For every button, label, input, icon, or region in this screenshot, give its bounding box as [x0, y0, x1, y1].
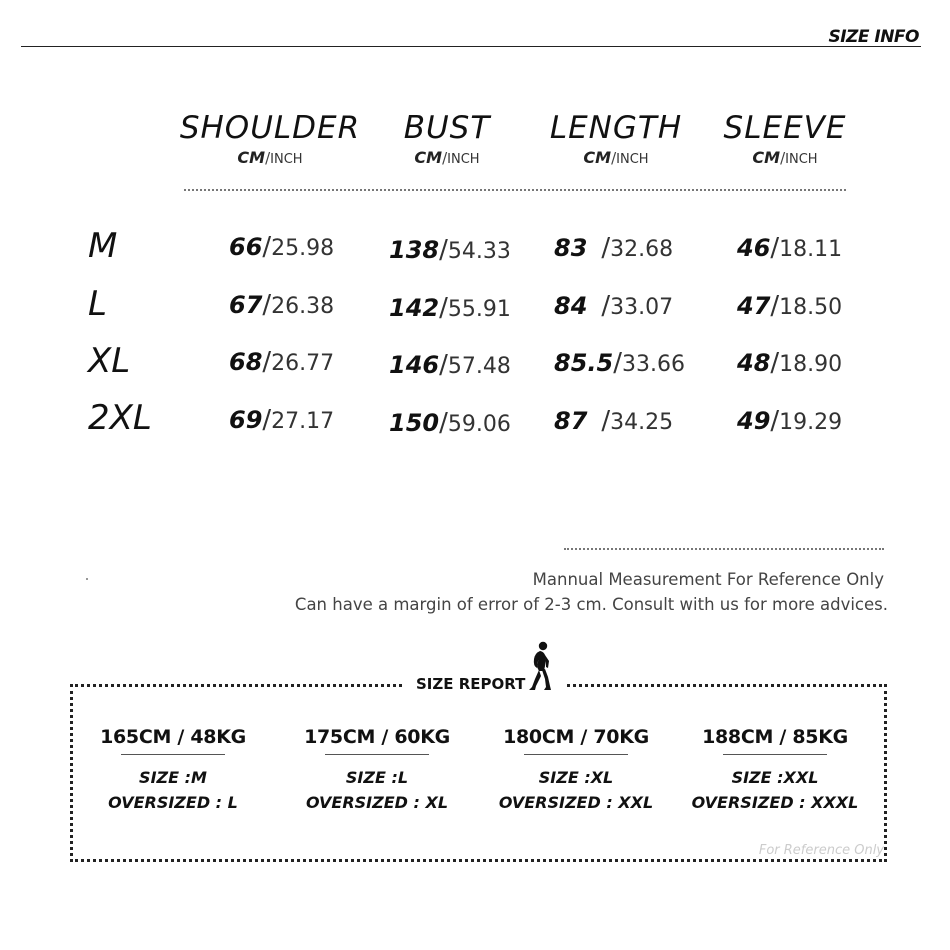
oversized-size: OVERSIZED : XL — [305, 793, 449, 812]
report-item-1 — [78, 726, 268, 815]
cell-length: 84 /33.07 — [554, 291, 674, 321]
margin-note: Can have a margin of error of 2-3 cm. Consult with us for more advices. — [294, 595, 888, 614]
oversized-size: OVERSIZED : L — [108, 793, 238, 812]
oversized-size: OVERSIZED : XXL — [498, 793, 654, 812]
report-divider — [325, 754, 429, 755]
column-header-bust — [352, 110, 542, 167]
cell-bust: 150/59.06 — [389, 408, 511, 438]
header-divider — [21, 46, 921, 47]
stray-dot — [86, 578, 88, 580]
recommended-size: SIZE :XXL — [731, 768, 819, 787]
column-unit: CM/INCH — [414, 148, 480, 167]
size-report-title: SIZE REPORT — [416, 675, 526, 693]
cell-shoulder: 66/25.98 — [229, 232, 335, 262]
cell-sleeve: 46/18.11 — [737, 233, 843, 263]
cell-bust: 142/55.91 — [389, 293, 511, 323]
height-weight: 188CM / 85KG — [702, 726, 848, 748]
report-item-2 — [282, 726, 472, 815]
report-item-3 — [481, 726, 671, 815]
measurement-note: Mannual Measurement For Reference Only — [532, 570, 884, 589]
cell-shoulder: 67/26.38 — [229, 290, 335, 320]
cell-bust: 146/57.48 — [389, 350, 511, 380]
cell-length: 87 /34.25 — [554, 406, 674, 436]
column-header-shoulder — [175, 110, 365, 167]
column-unit: CM/INCH — [583, 148, 649, 167]
column-header-length — [521, 110, 711, 167]
cell-length: 85.5/33.66 — [554, 348, 685, 378]
column-name: SHOULDER — [179, 110, 361, 146]
report-item-4 — [680, 726, 870, 815]
cell-shoulder: 69/27.17 — [229, 405, 335, 435]
size-label-2xl: 2XL — [88, 398, 152, 438]
column-name: BUST — [403, 110, 491, 146]
size-label-m: M — [88, 226, 118, 266]
recommended-size: SIZE :M — [139, 768, 207, 787]
recommended-size: SIZE :XL — [538, 768, 614, 787]
height-weight: 165CM / 48KG — [100, 726, 246, 748]
height-weight: 175CM / 60KG — [304, 726, 450, 748]
column-name: LENGTH — [549, 110, 683, 146]
size-label-xl: XL — [88, 341, 131, 381]
header-dotted-divider — [184, 189, 846, 191]
report-divider — [723, 754, 827, 755]
recommended-size: SIZE :L — [345, 768, 409, 787]
cell-sleeve: 49/19.29 — [737, 406, 843, 436]
page-title: SIZE INFO — [828, 27, 919, 47]
cell-sleeve: 48/18.90 — [737, 348, 843, 378]
column-header-sleeve — [690, 110, 880, 167]
cell-length: 83 /32.68 — [554, 233, 674, 263]
walking-person-icon — [526, 641, 554, 691]
size-label-l: L — [88, 284, 107, 324]
cell-bust: 138/54.33 — [389, 235, 511, 265]
oversized-size: OVERSIZED : XXXL — [691, 793, 859, 812]
notes-dotted-divider — [564, 548, 884, 550]
column-name: SLEEVE — [723, 110, 847, 146]
column-unit: CM/INCH — [752, 148, 818, 167]
cell-shoulder: 68/26.77 — [229, 347, 335, 377]
column-unit: CM/INCH — [237, 148, 303, 167]
reference-footnote: For Reference Only — [758, 843, 884, 858]
height-weight: 180CM / 70KG — [503, 726, 649, 748]
report-divider — [524, 754, 628, 755]
report-divider — [121, 754, 225, 755]
cell-sleeve: 47/18.50 — [737, 291, 843, 321]
